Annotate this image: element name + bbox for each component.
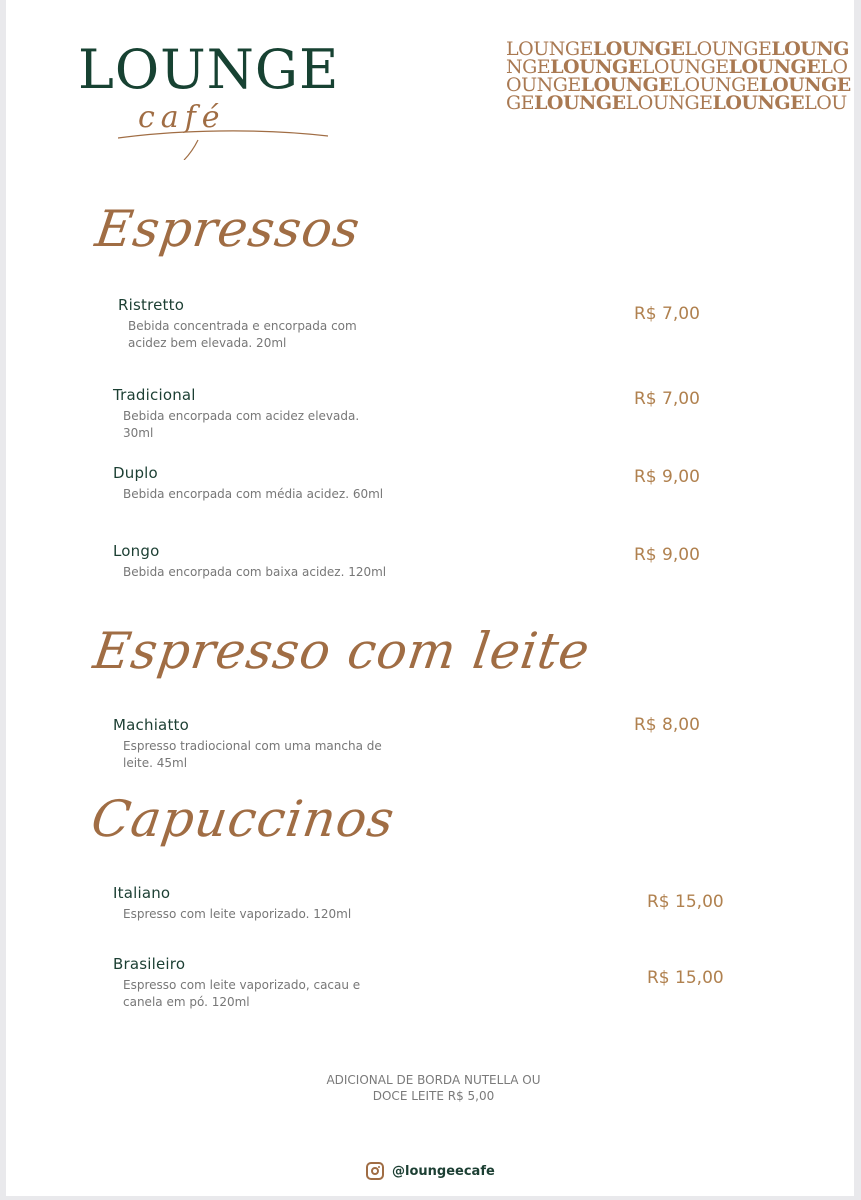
section-title-espressos: Espressos	[91, 200, 364, 258]
item-name: Tradicional	[113, 386, 196, 404]
menu-item	[113, 386, 393, 442]
pattern-row: GELOUNGELOUNGELOUNGELOU	[506, 92, 847, 114]
item-name: Longo	[113, 542, 160, 560]
pattern-row: LOUNGELOUNGELOUNGELOUNG	[506, 40, 849, 60]
item-name: Ristretto	[118, 296, 185, 314]
instagram-icon	[366, 1162, 384, 1180]
addon-note	[306, 1072, 561, 1104]
section-title-espresso-com-leite: Espresso com leite	[89, 622, 594, 680]
item-description: Bebida encorpada com média acidez. 60ml	[123, 487, 384, 501]
item-description: Espresso tradiocional com uma mancha de leite. 45ml	[123, 739, 382, 770]
menu-item	[113, 955, 393, 1011]
addon-line: ADICIONAL DE BORDA NUTELLA OU	[326, 1073, 541, 1087]
item-description: Bebida encorpada com acidez elevada. 30ml	[123, 409, 360, 440]
item-name: Brasileiro	[113, 955, 186, 973]
item-price: R$ 9,00	[634, 467, 700, 487]
instagram-link[interactable]	[366, 1158, 495, 1184]
menu-item	[118, 296, 398, 352]
item-price: R$ 15,00	[647, 892, 724, 912]
lounge-pattern	[506, 40, 854, 116]
addon-line: DOCE LEITE R$ 5,00	[372, 1089, 495, 1103]
menu-item	[113, 884, 393, 923]
item-price: R$ 15,00	[647, 968, 724, 988]
item-price: R$ 7,00	[634, 389, 700, 409]
item-description: Bebida encorpada com baixa acidez. 120ml	[123, 565, 387, 579]
logo-cafe: café	[138, 100, 226, 135]
menu-item	[113, 716, 393, 772]
logo-word: LOUNGE	[78, 38, 340, 101]
item-description: Bebida concentrada e encorpada com acidez bem elevada. 20ml	[128, 319, 357, 350]
lounge-cafe-logo	[78, 40, 338, 150]
item-description: Espresso com leite vaporizado, cacau e canela em pó. 120ml	[123, 978, 361, 1009]
item-name: Italiano	[113, 884, 171, 902]
section-title-capuccinos: Capuccinos	[87, 790, 399, 848]
pattern-row: OUNGELOUNGELOUNGELOUNGE	[506, 74, 851, 96]
item-price: R$ 7,00	[634, 304, 700, 324]
pattern-row: NGELOUNGELOUNGELOUNGELO	[506, 56, 848, 78]
item-name: Machiatto	[113, 716, 189, 734]
menu-item	[113, 542, 393, 581]
item-price: R$ 8,00	[634, 715, 700, 735]
item-description: Espresso com leite vaporizado. 120ml	[123, 907, 352, 921]
item-price: R$ 9,00	[634, 545, 700, 565]
menu-item	[113, 464, 393, 503]
item-name: Duplo	[113, 464, 158, 482]
menu-page	[6, 0, 854, 1196]
instagram-handle: @loungeecafe	[392, 1163, 495, 1179]
